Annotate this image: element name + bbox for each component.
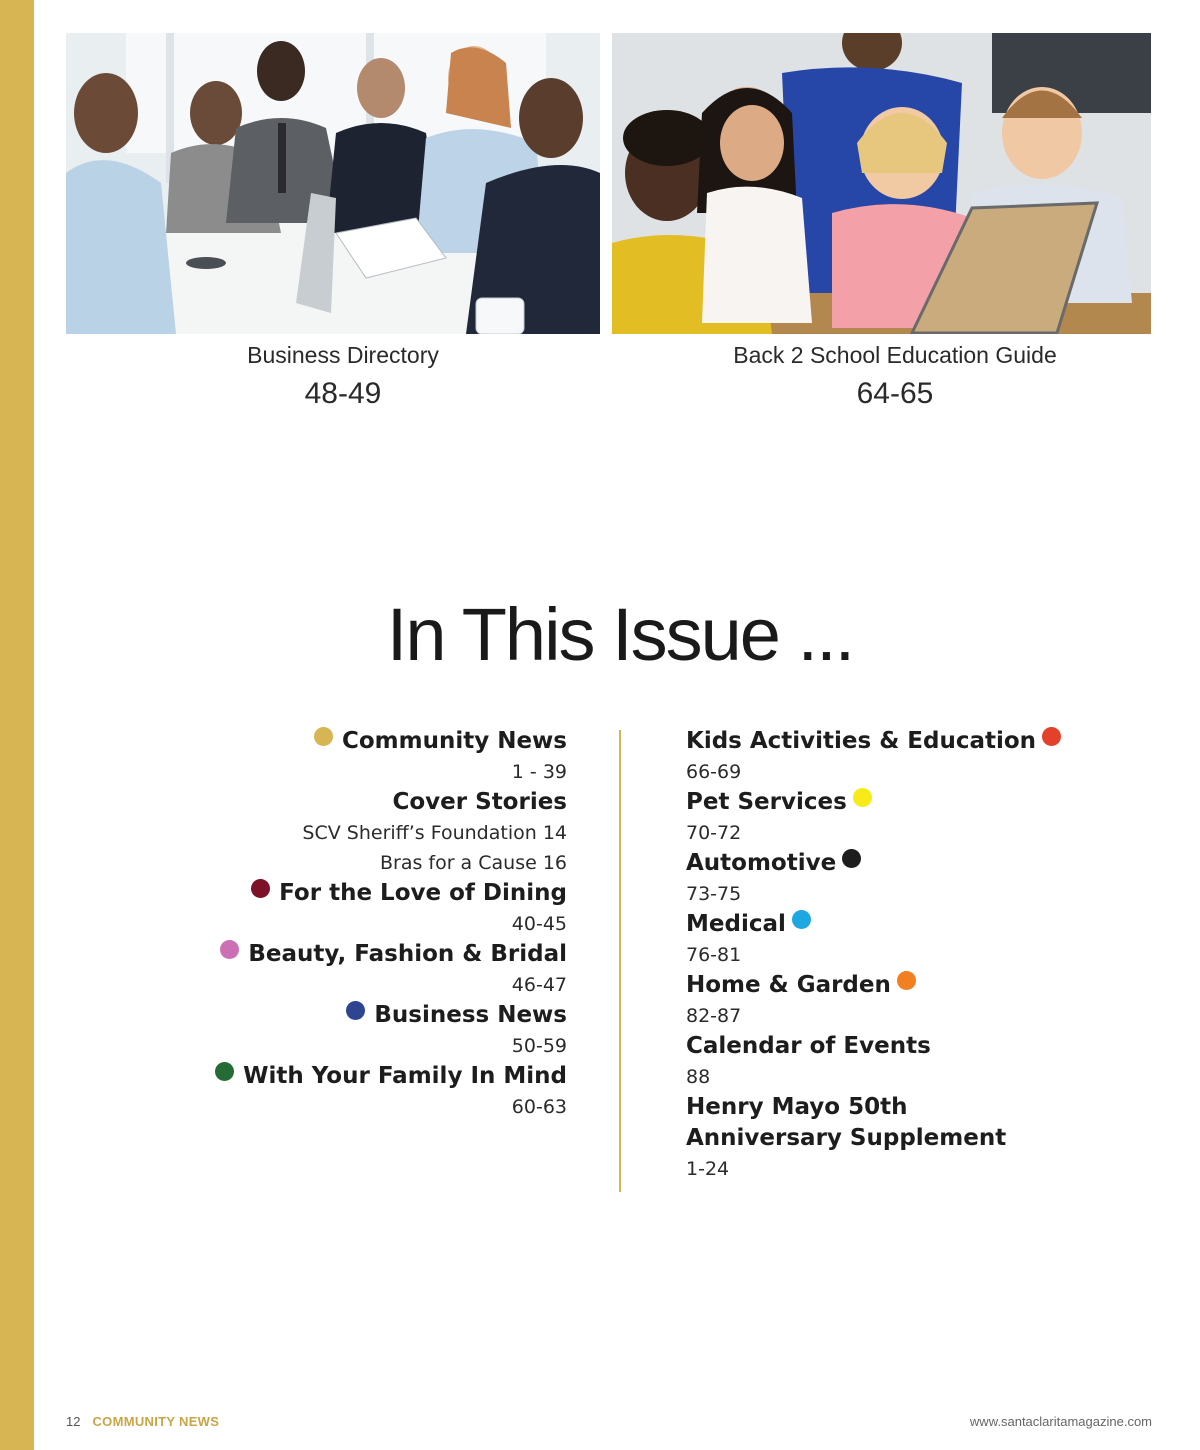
toc-section-henry-mayo[interactable]: Henry Mayo 50th [686, 1094, 908, 1120]
toc-pages: 82-87 [686, 1005, 742, 1027]
toc-pages: 40-45 [511, 913, 567, 935]
dot-green-icon [215, 1062, 234, 1081]
toc-section-community-news[interactable]: Community News [215, 726, 567, 757]
dot-orange-icon [897, 971, 916, 990]
toc-section-home-garden[interactable]: Home & Garden [686, 970, 1061, 1001]
toc-pages: 1-24 [686, 1158, 730, 1180]
toc-section-medical[interactable]: Medical [686, 909, 1061, 940]
feature-title-back-to-school: Back 2 School Education Guide [733, 342, 1057, 368]
kids-tablet-photo [612, 33, 1151, 334]
toc-section-family[interactable]: With Your Family In Mind [215, 1061, 567, 1092]
toc-pages: 76-81 [686, 944, 742, 966]
toc-section-pet-services[interactable]: Pet Services [686, 787, 1061, 818]
business-meeting-photo [66, 33, 600, 334]
column-divider [619, 730, 621, 1192]
footer-section-name: COMMUNITY NEWS [92, 1414, 220, 1429]
toc-section-henry-mayo-line2[interactable]: Anniversary Supplement [686, 1125, 1007, 1151]
toc-section-beauty-fashion-bridal[interactable]: Beauty, Fashion & Bridal [215, 939, 567, 970]
toc-pages: 60-63 [511, 1096, 567, 1118]
toc-section-cover-stories[interactable]: Cover Stories [392, 789, 567, 815]
gold-side-bar [0, 0, 34, 1450]
footer-website[interactable]: www.santaclaritamagazine.com [969, 1414, 1152, 1429]
dot-navy-icon [346, 1001, 365, 1020]
feature-pages-business-directory: 48-49 [304, 377, 382, 410]
toc-pages: 1 - 39 [511, 761, 567, 783]
toc-pages: 88 [686, 1066, 711, 1088]
dot-black-icon [842, 849, 861, 868]
dot-blue-icon [792, 910, 811, 929]
toc-section-automotive[interactable]: Automotive [686, 848, 1061, 879]
in-this-issue-heading: In This Issue ... [386, 593, 854, 676]
toc-right-column [686, 726, 1061, 1184]
toc-pages: 73-75 [686, 883, 742, 905]
footer-page-info [66, 1414, 219, 1429]
feature-pages-back-to-school: 64-65 [856, 377, 934, 410]
toc-pages: 50-59 [511, 1035, 567, 1057]
toc-pages: 46-47 [511, 974, 567, 996]
toc-section-kids-activities[interactable]: Kids Activities & Education [686, 726, 1061, 757]
dot-yellow-icon [853, 788, 872, 807]
dot-pink-icon [220, 940, 239, 959]
toc-section-business-news[interactable]: Business News [215, 1000, 567, 1031]
toc-left-column [215, 726, 567, 1122]
dot-red-icon [1042, 727, 1061, 746]
toc-section-calendar[interactable]: Calendar of Events [686, 1033, 931, 1059]
toc-subitem[interactable]: Bras for a Cause 16 [379, 852, 567, 874]
toc-section-dining[interactable]: For the Love of Dining [215, 878, 567, 909]
toc-pages: 66-69 [686, 761, 742, 783]
page-number: 12 [66, 1414, 81, 1429]
toc-subitem[interactable]: SCV Sheriff’s Foundation 14 [302, 822, 567, 844]
dot-maroon-icon [251, 879, 270, 898]
toc-pages: 70-72 [686, 822, 742, 844]
feature-title-business-directory: Business Directory [247, 342, 439, 368]
dot-gold-icon [314, 727, 333, 746]
